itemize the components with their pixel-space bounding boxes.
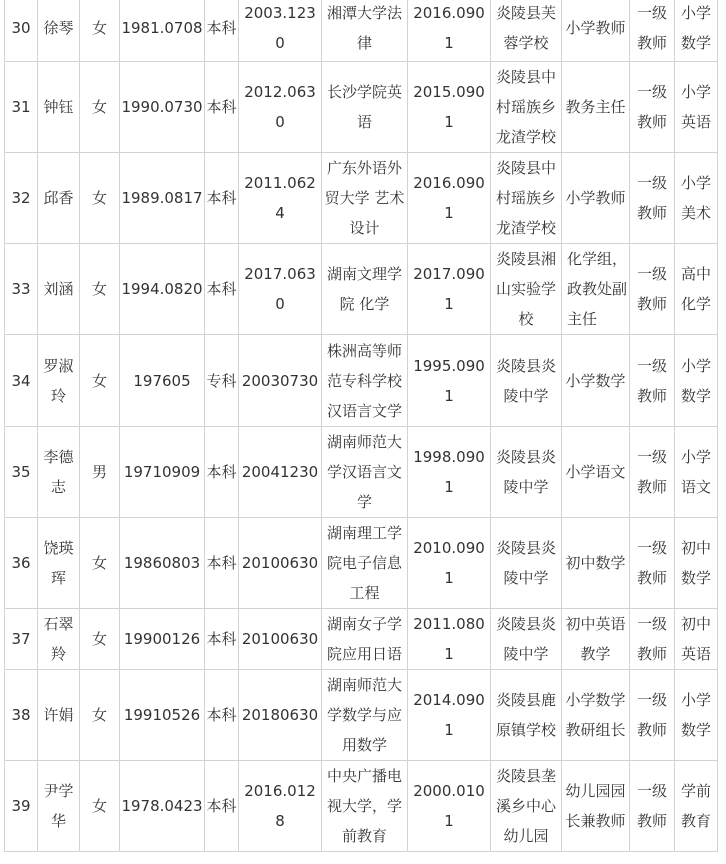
name-cell: 钟钰 — [38, 62, 80, 153]
position-cell: 小学教师 — [562, 0, 630, 62]
subject-cell: 小学数学 — [675, 335, 718, 427]
name-cell: 饶瑛珲 — [38, 518, 80, 609]
work-unit-cell: 炎陵县炎陵中学 — [491, 518, 562, 609]
table-row — [5, 62, 718, 153]
education-cell: 本科 — [205, 153, 239, 244]
school-major-cell: 湘潭大学法律 — [322, 0, 408, 62]
position-cell: 初中数学 — [562, 518, 630, 609]
work-unit-cell: 炎陵县垄溪乡中心幼儿园 — [491, 761, 562, 852]
birth-date-cell: 19860803 — [120, 518, 205, 609]
school-major-cell: 广东外语外贸大学 艺术设计 — [322, 153, 408, 244]
work-start-date-cell: 2000.0101 — [408, 761, 491, 852]
birth-date-cell: 1990.0730 — [120, 62, 205, 153]
work-unit-cell: 炎陵县鹿原镇学校 — [491, 670, 562, 761]
name-cell: 邱香 — [38, 153, 80, 244]
professional-title-cell: 一级教师 — [630, 609, 675, 670]
row-number-cell: 38 — [5, 670, 38, 761]
education-cell: 本科 — [205, 0, 239, 62]
school-major-cell: 株洲高等师范专科学校汉语言文学 — [322, 335, 408, 427]
work-start-date-cell: 2011.0801 — [408, 609, 491, 670]
table-row — [5, 761, 718, 852]
education-cell: 本科 — [205, 518, 239, 609]
table-row — [5, 670, 718, 761]
table-row — [5, 153, 718, 244]
work-start-date-cell: 2014.0901 — [408, 670, 491, 761]
education-cell: 本科 — [205, 670, 239, 761]
work-start-date-cell: 2016.0901 — [408, 153, 491, 244]
school-major-cell: 长沙学院英语 — [322, 62, 408, 153]
school-major-cell: 湖南师范大学数学与应用数学 — [322, 670, 408, 761]
professional-title-cell: 一级教师 — [630, 761, 675, 852]
work-start-date-cell: 1998.0901 — [408, 427, 491, 518]
birth-date-cell: 19710909 — [120, 427, 205, 518]
subject-cell: 小学语文 — [675, 427, 718, 518]
table-row — [5, 244, 718, 335]
work-unit-cell: 炎陵县湘山实验学校 — [491, 244, 562, 335]
subject-cell: 高中化学 — [675, 244, 718, 335]
row-number-cell: 32 — [5, 153, 38, 244]
birth-date-cell: 1981.0708 — [120, 0, 205, 62]
education-cell: 本科 — [205, 244, 239, 335]
birth-date-cell: 19900126 — [120, 609, 205, 670]
name-cell: 石翠羚 — [38, 609, 80, 670]
graduation-date-cell: 2016.0128 — [239, 761, 322, 852]
row-number-cell: 36 — [5, 518, 38, 609]
row-number-cell: 35 — [5, 427, 38, 518]
professional-title-cell: 一级教师 — [630, 335, 675, 427]
gender-cell: 女 — [80, 761, 120, 852]
professional-title-cell: 一级教师 — [630, 518, 675, 609]
name-cell: 李德志 — [38, 427, 80, 518]
row-number-cell: 31 — [5, 62, 38, 153]
name-cell: 刘涵 — [38, 244, 80, 335]
education-cell: 本科 — [205, 609, 239, 670]
table-row — [5, 0, 718, 62]
graduation-date-cell: 2012.0630 — [239, 62, 322, 153]
education-cell: 本科 — [205, 761, 239, 852]
work-start-date-cell: 2010.0901 — [408, 518, 491, 609]
name-cell: 徐琴 — [38, 0, 80, 62]
gender-cell: 女 — [80, 153, 120, 244]
school-major-cell: 湖南女子学院应用日语 — [322, 609, 408, 670]
school-major-cell: 中央广播电视大学，学前教育 — [322, 761, 408, 852]
table-row — [5, 427, 718, 518]
subject-cell: 小学数学 — [675, 670, 718, 761]
position-cell: 小学语文 — [562, 427, 630, 518]
professional-title-cell: 一级教师 — [630, 62, 675, 153]
work-unit-cell: 炎陵县炎陵中学 — [491, 609, 562, 670]
birth-date-cell: 1978.0423 — [120, 761, 205, 852]
professional-title-cell: 一级教师 — [630, 153, 675, 244]
staff-roster-table — [4, 0, 718, 852]
work-unit-cell: 炎陵县中村瑶族乡龙渣学校 — [491, 62, 562, 153]
gender-cell: 女 — [80, 62, 120, 153]
name-cell: 许娟 — [38, 670, 80, 761]
work-start-date-cell: 2015.0901 — [408, 62, 491, 153]
birth-date-cell: 1989.0817 — [120, 153, 205, 244]
work-unit-cell: 炎陵县炎陵中学 — [491, 335, 562, 427]
work-unit-cell: 炎陵县中村瑶族乡龙渣学校 — [491, 153, 562, 244]
row-number-cell: 34 — [5, 335, 38, 427]
birth-date-cell: 1994.0820 — [120, 244, 205, 335]
gender-cell: 女 — [80, 0, 120, 62]
graduation-date-cell: 20100630 — [239, 609, 322, 670]
gender-cell: 男 — [80, 427, 120, 518]
subject-cell: 初中数学 — [675, 518, 718, 609]
position-cell: 化学组，政教处副主任 — [562, 244, 630, 335]
school-major-cell: 湖南师范大学汉语言文学 — [322, 427, 408, 518]
position-cell: 初中英语教学 — [562, 609, 630, 670]
subject-cell: 小学数学 — [675, 0, 718, 62]
birth-date-cell: 197605 — [120, 335, 205, 427]
subject-cell: 初中英语 — [675, 609, 718, 670]
gender-cell: 女 — [80, 670, 120, 761]
graduation-date-cell: 20041230 — [239, 427, 322, 518]
subject-cell: 学前教育 — [675, 761, 718, 852]
graduation-date-cell: 20180630 — [239, 670, 322, 761]
gender-cell: 女 — [80, 518, 120, 609]
row-number-cell: 30 — [5, 0, 38, 62]
graduation-date-cell: 20100630 — [239, 518, 322, 609]
name-cell: 尹学华 — [38, 761, 80, 852]
professional-title-cell: 一级教师 — [630, 244, 675, 335]
position-cell: 小学数学 — [562, 335, 630, 427]
subject-cell: 小学英语 — [675, 62, 718, 153]
table-row — [5, 609, 718, 670]
position-cell: 小学数学教研组长 — [562, 670, 630, 761]
birth-date-cell: 19910526 — [120, 670, 205, 761]
education-cell: 本科 — [205, 427, 239, 518]
row-number-cell: 37 — [5, 609, 38, 670]
work-unit-cell: 炎陵县炎陵中学 — [491, 427, 562, 518]
graduation-date-cell: 2003.1230 — [239, 0, 322, 62]
school-major-cell: 湖南理工学院电子信息工程 — [322, 518, 408, 609]
work-start-date-cell: 2017.0901 — [408, 244, 491, 335]
graduation-date-cell: 2011.0624 — [239, 153, 322, 244]
work-unit-cell: 炎陵县芙蓉学校 — [491, 0, 562, 62]
professional-title-cell: 一级教师 — [630, 427, 675, 518]
row-number-cell: 39 — [5, 761, 38, 852]
position-cell: 教务主任 — [562, 62, 630, 153]
gender-cell: 女 — [80, 335, 120, 427]
work-start-date-cell: 1995.0901 — [408, 335, 491, 427]
position-cell: 幼儿园园长兼教师 — [562, 761, 630, 852]
table-row — [5, 335, 718, 427]
school-major-cell: 湖南文理学院 化学 — [322, 244, 408, 335]
professional-title-cell: 一级教师 — [630, 0, 675, 62]
graduation-date-cell: 20030730 — [239, 335, 322, 427]
education-cell: 本科 — [205, 62, 239, 153]
subject-cell: 小学美术 — [675, 153, 718, 244]
name-cell: 罗淑玲 — [38, 335, 80, 427]
work-start-date-cell: 2016.0901 — [408, 0, 491, 62]
graduation-date-cell: 2017.0630 — [239, 244, 322, 335]
row-number-cell: 33 — [5, 244, 38, 335]
education-cell: 专科 — [205, 335, 239, 427]
professional-title-cell: 一级教师 — [630, 670, 675, 761]
position-cell: 小学教师 — [562, 153, 630, 244]
gender-cell: 女 — [80, 244, 120, 335]
gender-cell: 女 — [80, 609, 120, 670]
table-row — [5, 518, 718, 609]
